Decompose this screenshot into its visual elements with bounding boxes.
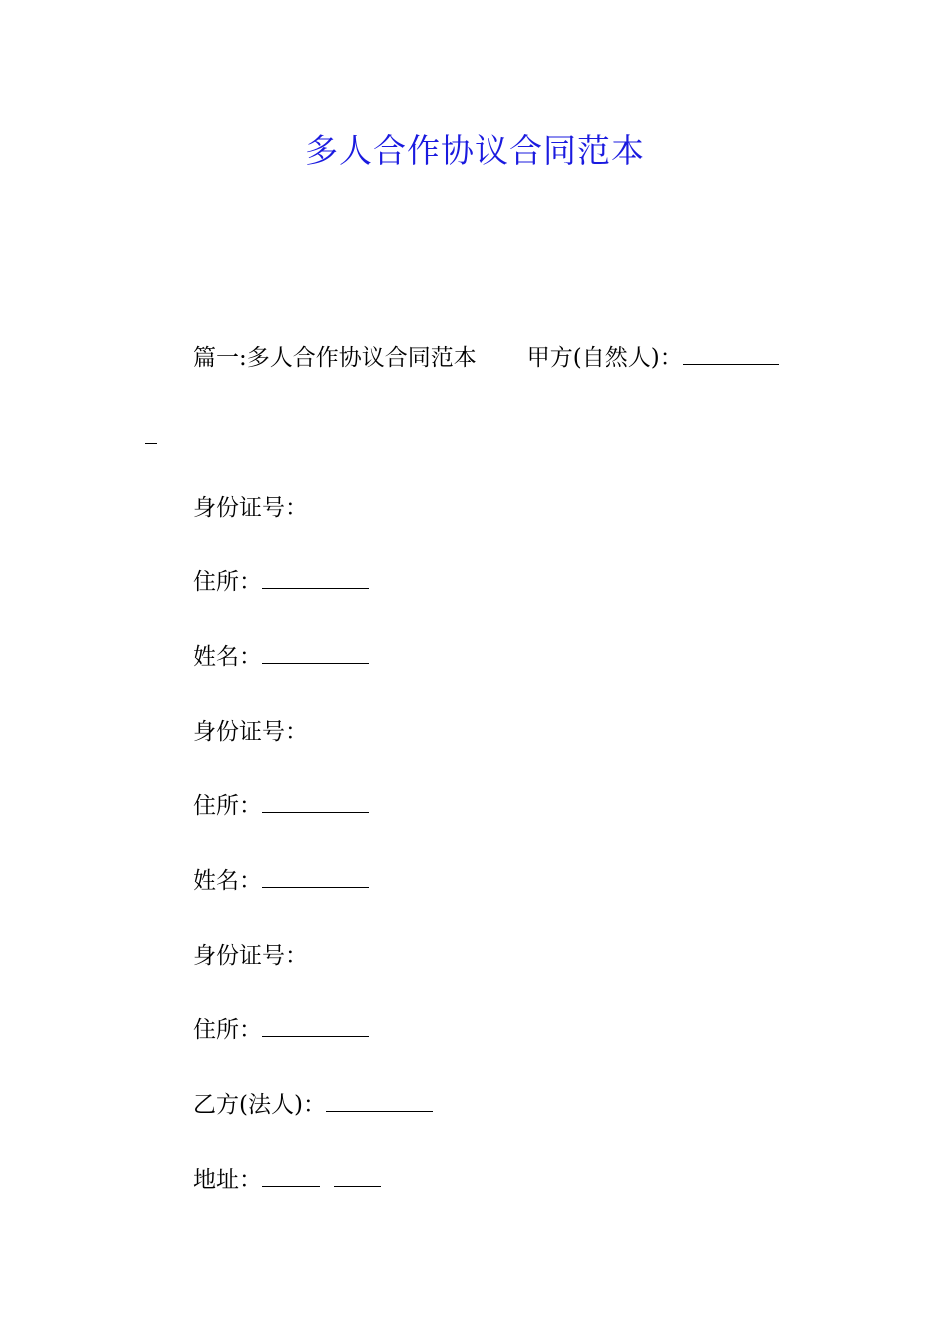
party-a-blank (683, 342, 779, 365)
field-blank (326, 1089, 433, 1112)
field-label: 身份证号： (193, 943, 308, 969)
field-id-2 (193, 716, 308, 748)
field-blank (262, 865, 369, 888)
continuation-blank (145, 443, 157, 444)
field-address-1 (193, 566, 369, 598)
field-party-b-address (193, 1164, 381, 1196)
field-party-b (193, 1089, 433, 1121)
field-address-3 (193, 1014, 369, 1046)
document-title: 多人合作协议合同范本 (305, 131, 645, 170)
field-blank (262, 641, 369, 664)
field-blank (262, 790, 369, 813)
field-name-2 (193, 865, 369, 897)
field-blank (262, 1014, 369, 1037)
field-label: 住所： (193, 1017, 262, 1043)
field-label: 住所： (193, 569, 262, 595)
intro-heading: 篇一:多人合作协议合同范本 (193, 345, 477, 371)
field-blank (334, 1164, 381, 1187)
intro-line (193, 342, 779, 374)
field-label: 乙方(法人)： (193, 1092, 326, 1118)
field-label: 身份证号： (193, 719, 308, 745)
field-address-2 (193, 790, 369, 822)
field-blank (262, 1164, 320, 1187)
field-label: 身份证号： (193, 495, 308, 521)
field-label: 姓名： (193, 868, 262, 894)
field-id-3 (193, 940, 308, 972)
party-a-label: 甲方(自然人)： (526, 345, 683, 371)
field-label: 住所： (193, 793, 262, 819)
field-name-1 (193, 641, 369, 673)
field-label: 地址： (193, 1167, 262, 1193)
field-id-1 (193, 492, 308, 524)
field-label: 姓名： (193, 644, 262, 670)
field-blank (262, 566, 369, 589)
